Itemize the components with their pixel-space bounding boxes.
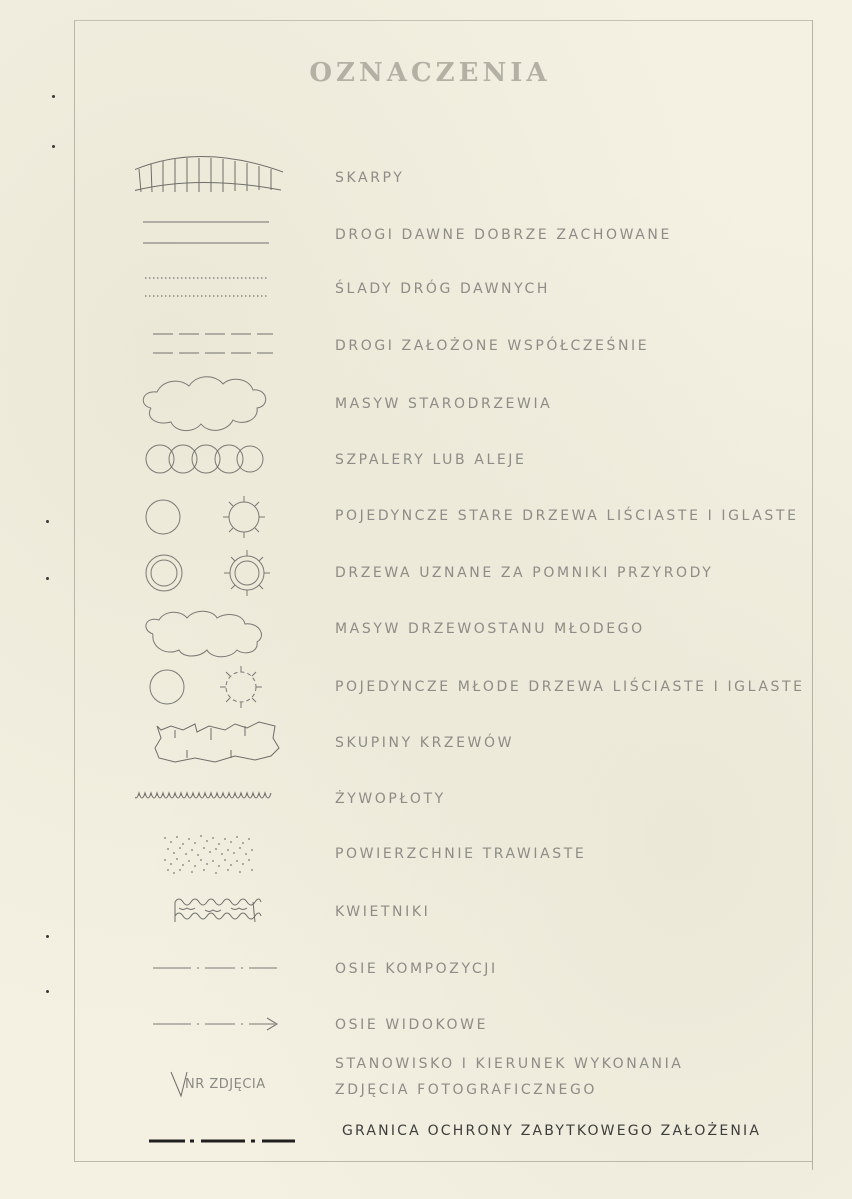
legend-label: OSIE WIDOKOWE	[335, 1017, 489, 1033]
legend-row-masyw-starodrzewia	[135, 376, 815, 426]
legend-label: DRZEWA UZNANE ZA POMNIKI PRZYRODY	[335, 565, 714, 581]
legend-row-skupiny	[135, 718, 815, 768]
legend-label: SKARPY	[335, 170, 405, 186]
photo-number-label: NR ZDJĘCIA	[185, 1077, 266, 1092]
legend-row-osie-kompozycji	[135, 946, 815, 996]
legend-row-drogi-zalozone	[135, 322, 815, 372]
v-mark-icon	[135, 1052, 295, 1112]
double-dotted-line-icon	[135, 266, 295, 316]
legend-label-line2: ZDJĘCIA FOTOGRAFICZNEGO	[335, 1082, 598, 1098]
circle-and-dashed-spiked-circle-icon	[135, 662, 295, 712]
cloud-cluster-icon	[135, 608, 295, 658]
legend-label: KWIETNIKI	[335, 904, 431, 920]
legend-label: POJEDYNCZE STARE DRZEWA LIŚCIASTE I IGLASTE	[335, 508, 799, 524]
page-title: OZNACZENIA	[309, 58, 551, 88]
large-cloud-cluster-icon	[135, 376, 295, 426]
legend-label: SKUPINY KRZEWÓW	[335, 735, 515, 751]
dash-dot-arrow-icon	[135, 1002, 295, 1052]
flowerbed-scribble-icon	[135, 888, 295, 938]
legend-label: ŻYWOPŁOTY	[335, 791, 446, 807]
legend-label: OSIE KOMPOZYCJI	[335, 961, 498, 977]
bold-dash-dot-line-icon	[135, 1120, 295, 1170]
legend-row-zywoploty	[135, 775, 815, 825]
legend-row-masyw-mlody	[135, 608, 815, 658]
chain-of-circles-icon	[135, 436, 295, 486]
legend-label: GRANICA OCHRONY ZABYTKOWEGO ZAŁOŻENIA	[342, 1123, 762, 1139]
legend-row-granica	[135, 1120, 815, 1170]
legend-row-pojedyncze-mlode	[135, 662, 815, 712]
wavy-hedge-line-icon	[135, 775, 295, 825]
circle-and-spiked-circle-icon	[135, 492, 295, 542]
legend-row-stanowisko	[135, 1052, 815, 1102]
legend-label: STANOWISKO I KIERUNEK WYKONANIA	[335, 1056, 684, 1072]
legend-row-szpalery	[135, 436, 815, 486]
legend-row-osie-widokowe	[135, 1002, 815, 1052]
legend-row-skarpy	[135, 152, 815, 202]
stippled-rectangle-icon	[135, 830, 295, 880]
legend-row-trawiaste	[135, 830, 815, 880]
legend-row-pojedyncze-stare	[135, 492, 815, 542]
legend-label: POJEDYNCZE MŁODE DRZEWA LIŚCIASTE I IGLASTE	[335, 679, 805, 695]
double-circles-icon	[135, 548, 295, 598]
legend-label: DROGI DAWNE DOBRZE ZACHOWANE	[335, 227, 672, 243]
legend-row-kwietniki	[135, 888, 815, 938]
legend-label: SZPALERY LUB ALEJE	[335, 452, 527, 468]
legend-label: MASYW DRZEWOSTANU MŁODEGO	[335, 621, 645, 637]
double-solid-line-icon	[135, 210, 295, 260]
legend-label: POWIERZCHNIE TRAWIASTE	[335, 846, 587, 862]
legend-row-slady-drog	[135, 266, 815, 316]
legend-label: MASYW STARODRZEWIA	[335, 396, 553, 412]
escarpment-hatching-icon	[135, 152, 295, 202]
shrub-outline-icon	[135, 718, 295, 768]
legend-label: ŚLADY DRÓG DAWNYCH	[335, 281, 550, 297]
legend-label: DROGI ZAŁOŻONE WSPÓŁCZEŚNIE	[335, 338, 650, 354]
double-dashed-line-icon	[135, 322, 295, 372]
legend-row-drogi-dawne	[135, 210, 815, 260]
legend-row-pomniki-przyrody	[135, 548, 815, 598]
dash-dot-line-icon	[135, 946, 295, 996]
